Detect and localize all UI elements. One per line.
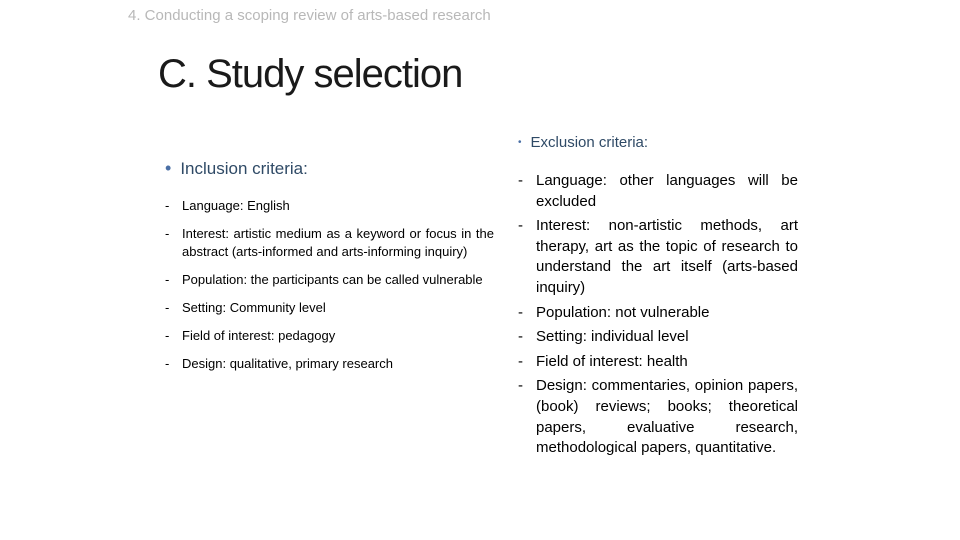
inclusion-criteria-section (165, 158, 495, 383)
inclusion-item-population: Population: the participants can be called vulnerable (182, 272, 483, 287)
exclusion-item-language: Language: other languages will be excluded (536, 172, 798, 210)
dash-icon: - (518, 303, 523, 321)
list-item (165, 271, 495, 289)
inclusion-item-field: Field of interest: pedagogy (182, 328, 336, 343)
list-item (165, 225, 495, 261)
inclusion-heading-label: Inclusion criteria: (180, 158, 308, 178)
header-caption: 4. Conducting a scoping review of arts-based research (128, 7, 491, 24)
exclusion-item-interest: Interest: non-artistic methods, art therapy, art as the topic of research to understand the art itself (arts-based inquiry) (536, 217, 798, 296)
dash-icon: - (518, 217, 523, 235)
dash-icon: - (165, 272, 170, 287)
list-item (165, 197, 495, 215)
list-item (165, 355, 495, 373)
inclusion-item-design: Design: qualitative, primary research (182, 356, 393, 371)
dash-icon: - (165, 198, 170, 213)
dash-icon: - (518, 352, 523, 370)
list-item (518, 352, 800, 373)
inclusion-list (165, 197, 495, 373)
bullet-icon: • (165, 158, 172, 178)
dash-icon: - (165, 300, 170, 315)
slide-title: C. Study selection (158, 52, 463, 96)
exclusion-criteria-section (518, 134, 800, 463)
exclusion-item-design: Design: commentaries, opinion papers, (book) reviews; books; theoretical papers, evaluative research, methodological papers, quantitative. (536, 377, 798, 457)
inclusion-item-setting: Setting: Community level (182, 300, 326, 315)
exclusion-item-field: Field of interest: health (536, 352, 688, 370)
dash-icon: - (165, 328, 170, 343)
exclusion-heading-label: Exclusion criteria: (530, 134, 649, 151)
list-item (518, 327, 800, 348)
list-item (518, 216, 800, 298)
dash-icon: - (518, 377, 523, 395)
inclusion-item-language: Language: English (182, 198, 290, 213)
inclusion-item-interest: Interest: artistic medium as a keyword or focus in the abstract (arts-informed and arts-informing inquiry) (182, 226, 494, 259)
list-item (518, 303, 800, 324)
dash-icon: - (518, 172, 523, 189)
bullet-icon: • (518, 137, 522, 148)
list-item (165, 327, 495, 345)
list-item (165, 299, 495, 317)
list-item (518, 376, 800, 458)
exclusion-item-setting: Setting: individual level (536, 328, 689, 346)
exclusion-item-population: Population: not vulnerable (536, 303, 710, 321)
dash-icon: - (518, 328, 523, 346)
dash-icon: - (165, 356, 170, 371)
list-item (518, 171, 800, 212)
exclusion-heading (518, 134, 800, 151)
inclusion-heading (165, 158, 495, 179)
dash-icon: - (165, 226, 170, 241)
exclusion-list (518, 171, 800, 459)
